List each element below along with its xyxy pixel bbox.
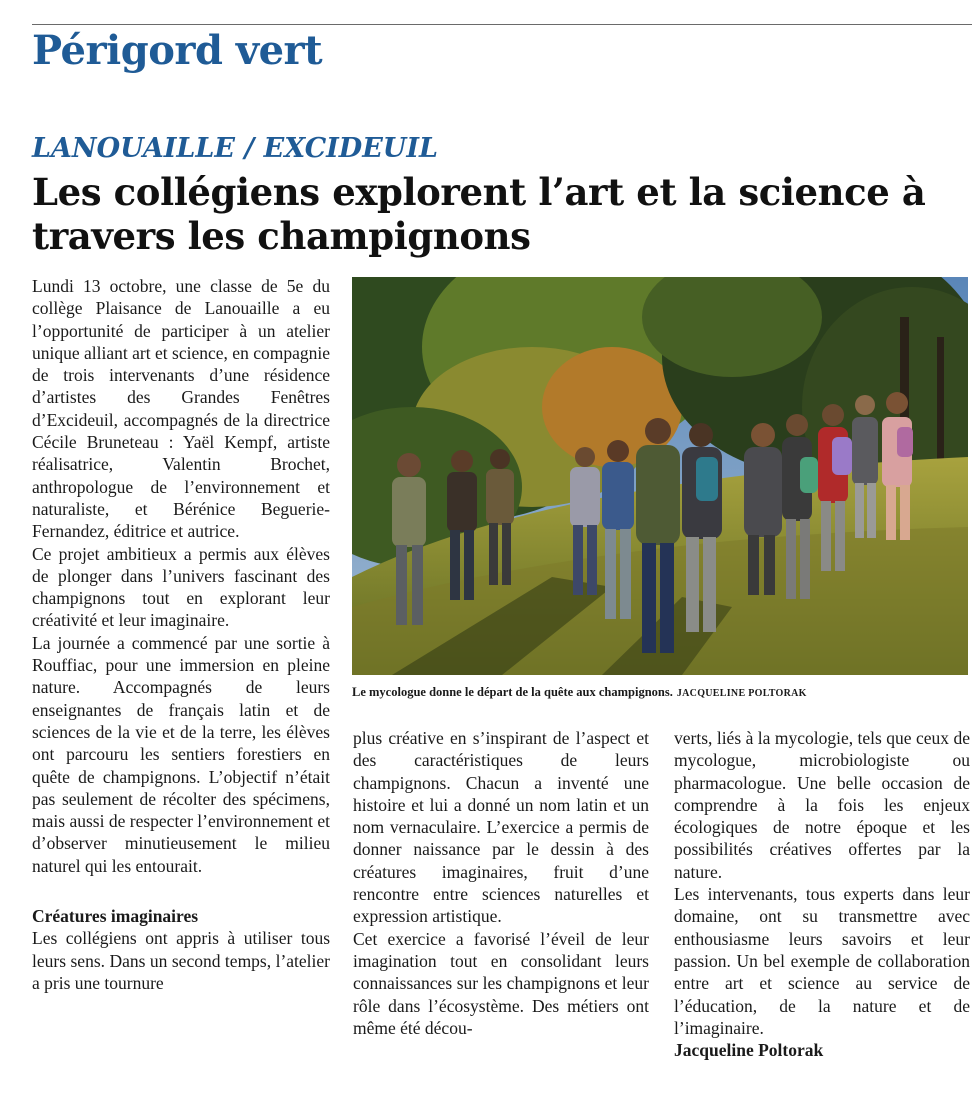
photo-illustration <box>352 277 968 675</box>
paragraph: Les intervenants, tous experts dans leur domaine, ont su transmettre avec enthousiasme leurs savoirs et leur passion. Un bel exemple de collaboration entre art et science au service de l’éducation, de la nature et de l’imaginaire. <box>674 884 970 1038</box>
article-column-middle <box>353 727 649 1039</box>
article-headline: Les collégiens explorent l’art et la science à travers les champignons <box>32 170 926 258</box>
paragraph: Ce projet ambitieux a permis aux élèves de plonger dans l’univers fascinant des champignons tout en explorant leur créativité et leur imaginaire. <box>32 543 330 631</box>
photo-caption <box>352 684 972 702</box>
article-subheading: Créatures imaginaires <box>32 906 199 927</box>
paragraph: La journée a commencé par une sortie à Rouffiac, pour une immersion en pleine nature. Accompagnés de leurs enseignantes de français latin et de sciences de la vie et de la terre, les élèves ont parcouru les sentiers forestiers en quête de champignons. L’objectif n’était pas seulement de récolter des spécimens, mais aussi de respecter l’environnement et d’observer minutieusement le milieu naturel qui les entourait. <box>32 632 330 876</box>
paragraph: Cet exercice a favorisé l’éveil de leur imagination tout en consolidant leurs connaissances sur les champignons et leur rôle dans l’écosystème. Des métiers ont même été décou- <box>353 928 649 1038</box>
section-title: Périgord vert <box>32 27 323 74</box>
paragraph: Les collégiens ont appris à utiliser tous leurs sens. Dans un second temps, l’atelier a pris une tournure <box>32 928 330 993</box>
paragraph: plus créative en s’inspirant de l’aspect et des caractéristiques de leurs champignons. Chacun a inventé une histoire et lui a donné un nom latin et un nom vernaculaire. L’exercice a permis de donner naissance par le dessin à des créatures imaginaires, fruit d’une rencontre entre sciences naturelles et expression artistique. <box>353 728 649 927</box>
paragraph: verts, liés à la mycologie, tels que ceux de mycologue, microbiologiste ou pharmacologue. Une belle occasion de comprendre à la fois les enjeux écologiques de notre époque et les possibilités créatives offertes par la nature. <box>674 728 970 882</box>
article-column-right <box>674 727 970 1061</box>
article-kicker: LANOUAILLE / EXCIDEUIL <box>32 133 438 164</box>
photo-credit: JACQUELINE POLTORAK <box>676 688 807 699</box>
paragraph: Lundi 13 octobre, une classe de 5e du collège Plaisance de Lanouaille a eu l’opportunité de participer à un atelier unique alliant art et science, en compagnie de trois intervenants d’une résidence d’artistes des Grandes Fenêtres d’Excideuil, accompagnés de la directrice Cécile Bruneteau : Yaël Kempf, artiste réalisatrice, Valentin Brochet, anthropologue de l’environnement et naturaliste, et Bérénice Beguerie-Fernandez, éditrice et autrice. <box>32 276 330 542</box>
article-photo <box>352 277 968 675</box>
article-signature: Jacqueline Poltorak <box>674 1040 824 1061</box>
article-column-left <box>32 275 330 994</box>
caption-text: Le mycologue donne le départ de la quête aux champignons. <box>352 685 673 699</box>
top-rule <box>32 24 972 25</box>
